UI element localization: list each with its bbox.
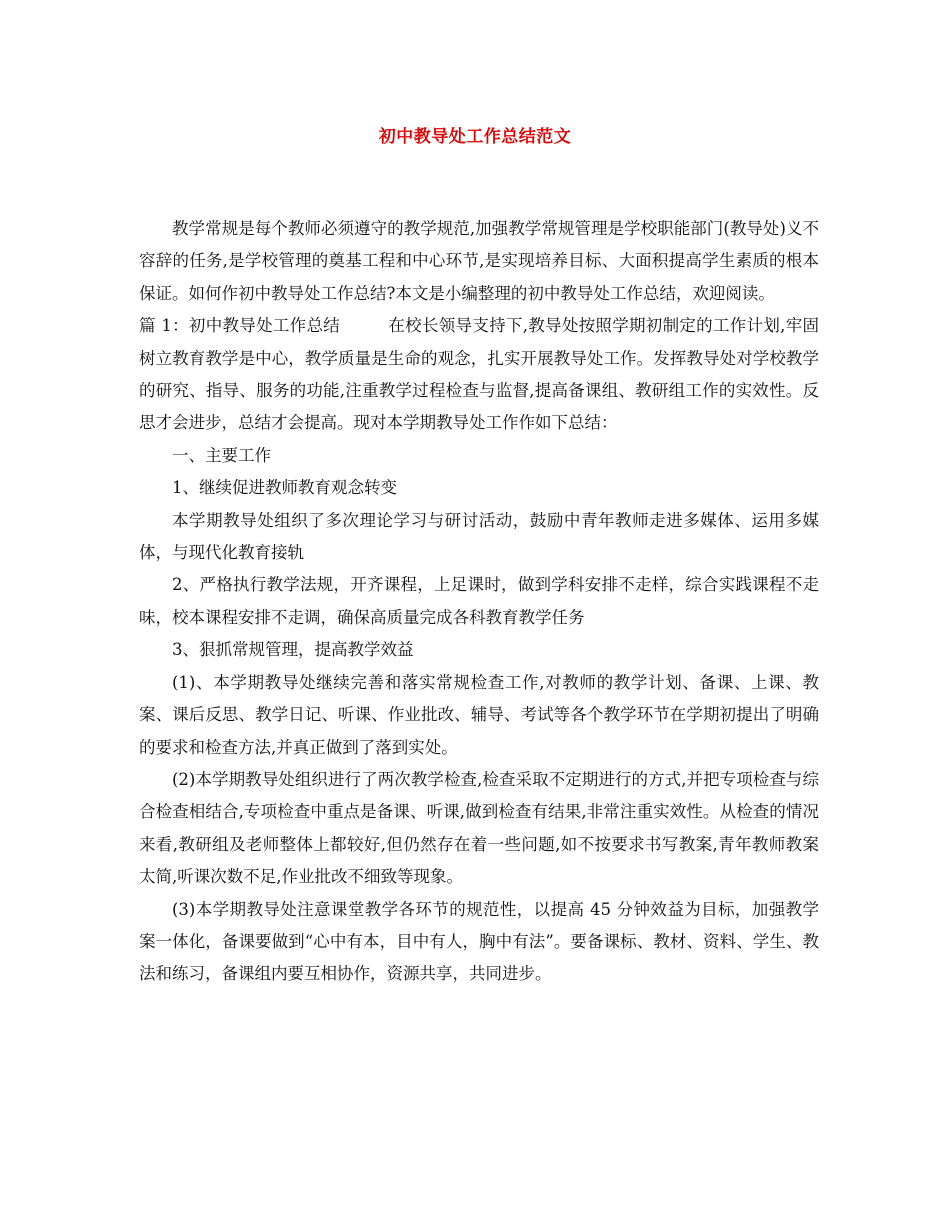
item-3-title: 3、狠抓常规管理，提高教学效益 [172, 640, 414, 660]
item-3-sub-3: (3)本学期教导处注意课堂教学各环节的规范性，以提高 45 分钟效益为目标，加强教学案一体化，备课要做到“心中有本，目中有人，胸中有法”。要备课标、教材、资料、学生、教法和练习，备课组内要互相协作，资源共享，共同进步。 [139, 899, 819, 984]
item-1-body: 本学期教导处组织了多次理论学习与研讨活动，鼓励中青年教师走进多媒体、运用多媒体，与现代化教育接轨 [139, 510, 819, 563]
document-body [139, 213, 819, 991]
heading-main-work: 一、主要工作 [172, 445, 271, 465]
item-2-paragraph: 2、严格执行教学法规，开齐课程，上足课时，做到学科安排不走样，综合实践课程不走味，校本课程安排不走调，确保高质量完成各科教育教学任务 [139, 575, 819, 627]
intro-paragraph: 教学常规是每个教师必须遵守的教学规范,加强教学常规管理是学校职能部门(教导处)义不容辞的任务,是学校管理的奠基工程和中心环节,是实现培养目标、大面积提高学生素质的根本保证。如何作初中教导处工作总结?本文是小编整理的初中教导处工作总结，欢迎阅读。 [139, 219, 819, 303]
section-paragraph [139, 310, 819, 440]
document-title: 初中教导处工作总结范文 [378, 127, 572, 147]
item-3-sub-2: (2)本学期教导处组织进行了两次教学检查,检查采取不定期进行的方式,并把专项检查与综合检查相结合,专项检查中重点是备课、听课,做到检查有结果,非常注重实效性。从检查的情况来看,教研组及老师整体上都较好,但仍然存在着一些问题,如不按要求书写教案,青年教师教案太简,听课次数不足,作业批改不细致等现象。 [139, 769, 819, 887]
section-label: 篇 1：初中教导处工作总结 [139, 316, 341, 336]
item-3-sub-1: (1)、本学期教导处继续完善和落实常规检查工作,对教师的教学计划、备课、上课、教案、课后反思、教学日记、听课、作业批改、辅导、考试等各个教学环节在学期初提出了明确的要求和检查方法,并真正做到了落到实处。 [139, 672, 819, 757]
item-1-title: 1、继续促进教师教育观念转变 [172, 478, 397, 498]
section-body: 在校长领导支持下,教导处按照学期初制定的工作计划,牢固树立教育教学是中心，教学质量是生命的观念，扎实开展教导处工作。发挥教导处对学校教学的研究、指导、服务的功能,注重教学过程检查与监督,提高备课组、教研组工作的实效性。反思才会进步，总结才会提高。现对本学期教导处工作作如下总结： [139, 316, 819, 433]
